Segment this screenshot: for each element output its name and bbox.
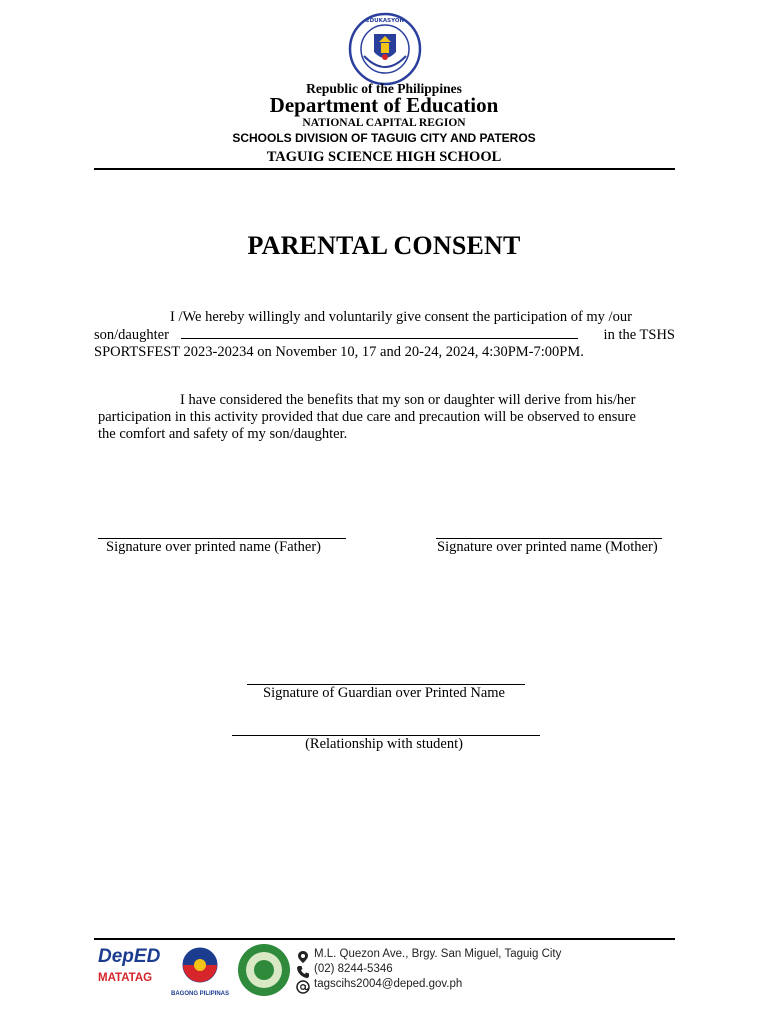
matatag-logo-text: MATATAG [98,972,153,984]
email-icon [296,980,310,994]
para2-line3: the comfort and safety of my son/daughter. [98,426,348,442]
deped-logo-text: DepED [98,946,161,967]
header-school: TAGUIG SCIENCE HIGH SCHOOL [266,149,502,165]
guardian-signature-label: Signature of Guardian over Printed Name [263,685,505,701]
bagong-pilipinas-text: BAGONG PILIPINAS [170,991,229,997]
header-region: NATIONAL CAPITAL REGION [302,117,466,129]
deped-matatag-logo [98,946,160,994]
para1-line2 [94,326,675,344]
father-signature-label: Signature over printed name (Father) [106,539,322,555]
header-republic: Republic of the Philippines [306,81,462,96]
para2-line2: participation in this activity provided that due care and precaution will be observed to ensure [98,409,636,425]
location-icon [296,950,310,964]
phone-icon [296,965,310,979]
svg-text:EDUKASYON: EDUKASYON [365,18,405,24]
mother-signature-label: Signature over printed name (Mother) [437,539,658,555]
header-divider [94,168,675,170]
student-name-blank[interactable] [181,326,578,339]
consent-paragraph [94,309,675,361]
footer-email[interactable]: tagscihs2004@deped.gov.ph [314,978,463,990]
footer-address: M.L. Quezon Ave., Brgy. San Miguel, Taguig City [314,948,562,960]
para1-line1: I /We hereby willingly and voluntarily give consent the participation of my /our [170,309,632,325]
footer-divider [94,938,675,940]
header-department: Department of Education [269,93,499,117]
benefits-paragraph [98,392,675,443]
relationship-label: (Relationship with student) [305,736,463,752]
footer-phone: (02) 8244-5346 [314,963,393,975]
school-seal-logo [234,942,294,998]
header-division: SCHOOLS DIVISION OF TAGUIG CITY AND PATEROS [232,131,536,145]
bagong-pilipinas-emblem-icon [170,944,230,986]
document-title: PARENTAL CONSENT [247,231,521,260]
para1-line3: SPORTSFEST 2023-20234 on November 10, 17 and 20-24, 2024, 4:30PM-7:00PM. [94,344,584,360]
bagong-pilipinas-logo [170,944,230,996]
deped-seal-logo [348,12,422,86]
para1-tshs-label: in the TSHS [603,327,675,343]
para1-son-daughter-label: son/daughter [94,327,169,343]
para2-line1: I have considered the benefits that my son or daughter will derive from his/her [180,392,636,408]
